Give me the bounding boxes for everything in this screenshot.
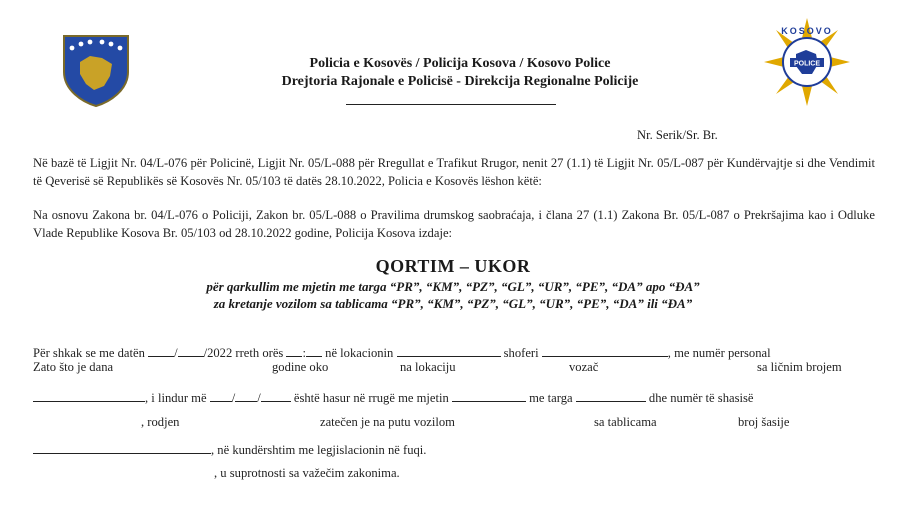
label-vehicle: është hasur në rrugë me mjetin <box>293 391 449 405</box>
input-location[interactable] <box>397 344 501 357</box>
label-sr-born: , rodjen <box>141 415 180 429</box>
input-vehicle[interactable] <box>452 389 526 402</box>
label-sr-plates: sa tablicama <box>594 415 657 429</box>
input-birth-year[interactable] <box>261 389 291 402</box>
document-title: QORTIM – UKOR <box>375 256 531 276</box>
input-minute[interactable] <box>306 344 322 357</box>
label-sr-date: Zato što je dana <box>33 360 114 374</box>
label-contrary-law: , në kundërshtim me legjislacionin në fuqi. <box>211 443 427 457</box>
label-sr-year-time: godine oko <box>272 360 329 374</box>
subtitle-serbian: za kretanje vozilom sa tablicama “PR”, “KM”, “PZ”, “GL”, “UR”, “PE”, “DA” ili “ĐA” <box>213 296 693 311</box>
kosovo-coat-of-arms <box>60 32 132 113</box>
label-sr-chassis: broj šasije <box>738 415 790 429</box>
label-year-time: /2022 rreth orës <box>203 346 284 360</box>
input-month[interactable] <box>178 344 204 357</box>
badge-police-text: POLICE <box>793 60 821 68</box>
input-driver-name[interactable] <box>542 344 668 357</box>
header-line-2: Drejtoria Rajonale e Policisë - Direkcija Regionalne Policije <box>281 74 639 89</box>
label-plates: me targa <box>529 391 573 405</box>
label-sr-driver: vozač <box>569 360 599 374</box>
label-sr-vehicle: zatečen je na putu vozilom <box>320 415 455 429</box>
form-row-5 <box>33 441 426 458</box>
input-birth-month[interactable] <box>235 389 257 402</box>
header-line-1: Policia e Kosovës / Policija Kosova / Kosovo Police <box>309 56 611 71</box>
label-personal-number: , me numër personal <box>667 346 771 360</box>
subtitle-albanian: për qarkullim me mjetin me targa “PR”, “KM”, “PZ”, “GL”, “UR”, “PE”, “DA” apo “ĐA” <box>206 279 700 294</box>
label-sr-contrary-law: , u suprotnosti sa važečim zakonima. <box>214 466 400 480</box>
label-driver: shoferi <box>503 346 539 360</box>
label-born: , i lindur më <box>145 391 207 405</box>
intro-serbian: Na osnovu Zakona br. 04/L-076 o Policiji, Zakon br. 05/L-088 o Pravilima drumskog saobraćaja, i člana 27 (1.1) Zakona Br. 05/L-087 o Prekršajima kao i Odluke Vlade Republike Kosova Br. 05/103 od 28.10.2022 godine, Policija Kosova izdaje: <box>33 208 875 240</box>
intro-albanian: Në bazë të Ligjit Nr. 04/L-076 për Policinë, Ligjit Nr. 05/L-088 për Rregullat e Trafikut Rrugor, nenit 27 (1.1) të Ligjit Nr. 05/L-087 për Kundërvajtje si dhe Vendimit të Qeverisë së Republikës së Kosovës Nr. 05/103 të datës 28.10.2022, Policia e Kosovës lëshon këtë: <box>33 156 875 188</box>
label-date: Për shkak se me datën <box>33 346 145 360</box>
form-row-1: Për shkak se me datën / /2022 rreth orës : në lokacionin shoferi , me numër personal <box>33 346 771 360</box>
form-row-3: , i lindur më / / është hasur në rrugë me mjetin me targa dhe numër të shasisë <box>33 389 753 406</box>
label-colon: : <box>302 346 306 360</box>
input-plates[interactable] <box>576 389 646 402</box>
kosovo-police-badge <box>762 16 852 113</box>
label-location: në lokacionin <box>325 346 394 360</box>
label-chassis: dhe numër të shasisë <box>648 391 754 405</box>
label-sr-personal-number: sa ličnim brojem <box>757 360 842 374</box>
header-underline <box>346 104 556 105</box>
input-hour[interactable] <box>286 344 302 357</box>
input-chassis-number[interactable] <box>33 441 211 454</box>
badge-kosovo-text: KOSOVO <box>781 26 833 36</box>
input-day[interactable] <box>148 344 174 357</box>
label-sr-location: na lokaciju <box>400 360 456 374</box>
input-birth-day[interactable] <box>210 389 232 402</box>
serial-number-label: Nr. Serik/Sr. Br. <box>637 128 718 142</box>
input-personal-number[interactable] <box>33 389 145 402</box>
